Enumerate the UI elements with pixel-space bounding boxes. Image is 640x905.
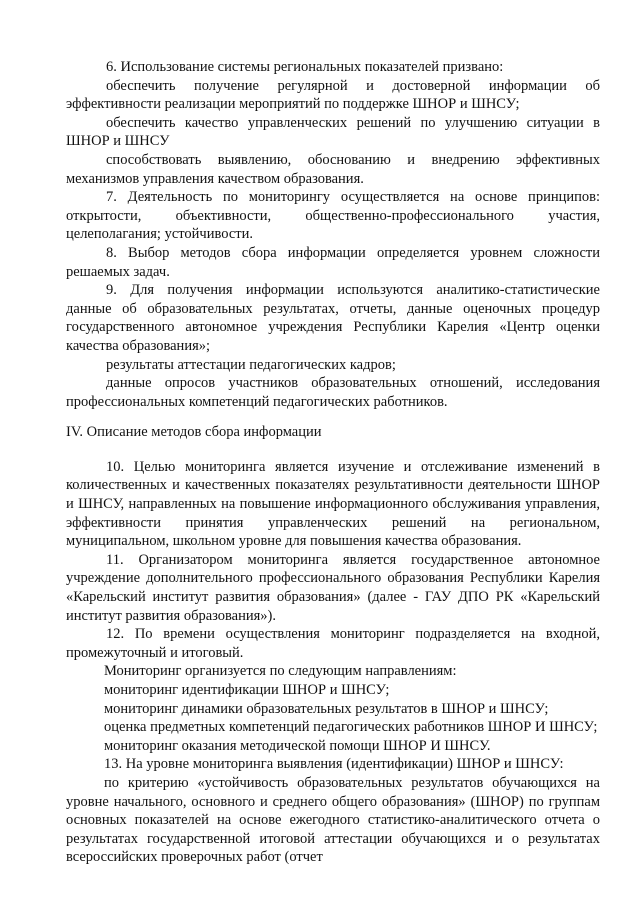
paragraph-13-criterion: по критерию «устойчивость образовательных результатов обучающихся на уровне начального, основного и среднего общего образования» (ШНОР) по группам основных показателей на основе ежегодного статистико-аналитического отчета о результатах государственной итоговой аттестации обучающихся и о результатах всероссийских проверочных работ (отчет <box>66 774 600 866</box>
paragraph-13: 13. На уровне мониторинга выявления (идентификации) ШНОР и ШНСУ: <box>104 756 564 773</box>
paragraph-9-item-2: данные опросов участников образовательных отношений, исследования профессиональных компетенций педагогических работников. <box>66 375 600 410</box>
paragraph-6: 6. Использование системы региональных показателей призвано: <box>106 59 504 75</box>
paragraph-9: 9. Для получения информации используются аналитико-статистические данные об образовательных результатах, отчеты, данные оценочных процедур государственного автономное учреждения Республики Карелия «Центр оценки качества образования»; <box>66 282 600 354</box>
paragraph-6-item-2: обеспечить качество управленческих решений по улучшению ситуации в ШНОР и ШНСУ <box>66 114 600 150</box>
paragraph-12: 12. По времени осуществления мониторинг подразделяется на входной, промежуточный и итоговый. <box>66 626 600 661</box>
section-heading: IV. Описание методов сбора информации <box>66 424 322 441</box>
monitoring-directions-intro: Мониторинг организуется по следующим направлениям: <box>104 663 457 680</box>
paragraph-6-item-1: обеспечить получение регулярной и достоверной информации об эффективности реализации мероприятий по поддержке ШНОР и ШНСУ; <box>66 77 600 113</box>
paragraph-8: 8. Выбор методов сбора информации определяется уровнем сложности решаемых задач. <box>66 244 600 280</box>
paragraph-10: 10. Целью мониторинга является изучение и отслеживание изменений в количественных и качественных показателях результативности деятельности ШНОР и ШНСУ, направленных на повышение информационного обслуживания управления, эффективности принятия управленческих решений на региональном, муниципальном, школьном уровне для повышения качества образования. <box>66 458 600 550</box>
monitoring-direction-3: оценка предметных компетенций педагогических работников ШНОР И ШНСУ; <box>104 719 598 736</box>
paragraph-9-item-1: результаты аттестации педагогических кадров; <box>106 356 396 373</box>
paragraph-6-item-3: способствовать выявлению, обоснованию и внедрению эффективных механизмов управления качеством образования. <box>66 151 600 187</box>
monitoring-direction-4: мониторинг оказания методической помощи ШНОР И ШНСУ. <box>104 737 491 754</box>
monitoring-direction-1: мониторинг идентификации ШНОР и ШНСУ; <box>104 682 390 698</box>
paragraph-7: 7. Деятельность по мониторингу осуществляется на основе принципов: открытости, объективности, общественно-профессионального участия, целеполагания; устойчивости. <box>66 189 600 243</box>
monitoring-direction-2: мониторинг динамики образовательных результатов в ШНОР и ШНСУ; <box>104 700 549 717</box>
paragraph-11: 11. Организатором мониторинга является государственное автономное учреждение дополнительного профессионального образования Республики Карелия «Карельский институт развития образования» (далее - ГАУ ДПО РК «Карельский институт развития образования»). <box>66 551 600 624</box>
